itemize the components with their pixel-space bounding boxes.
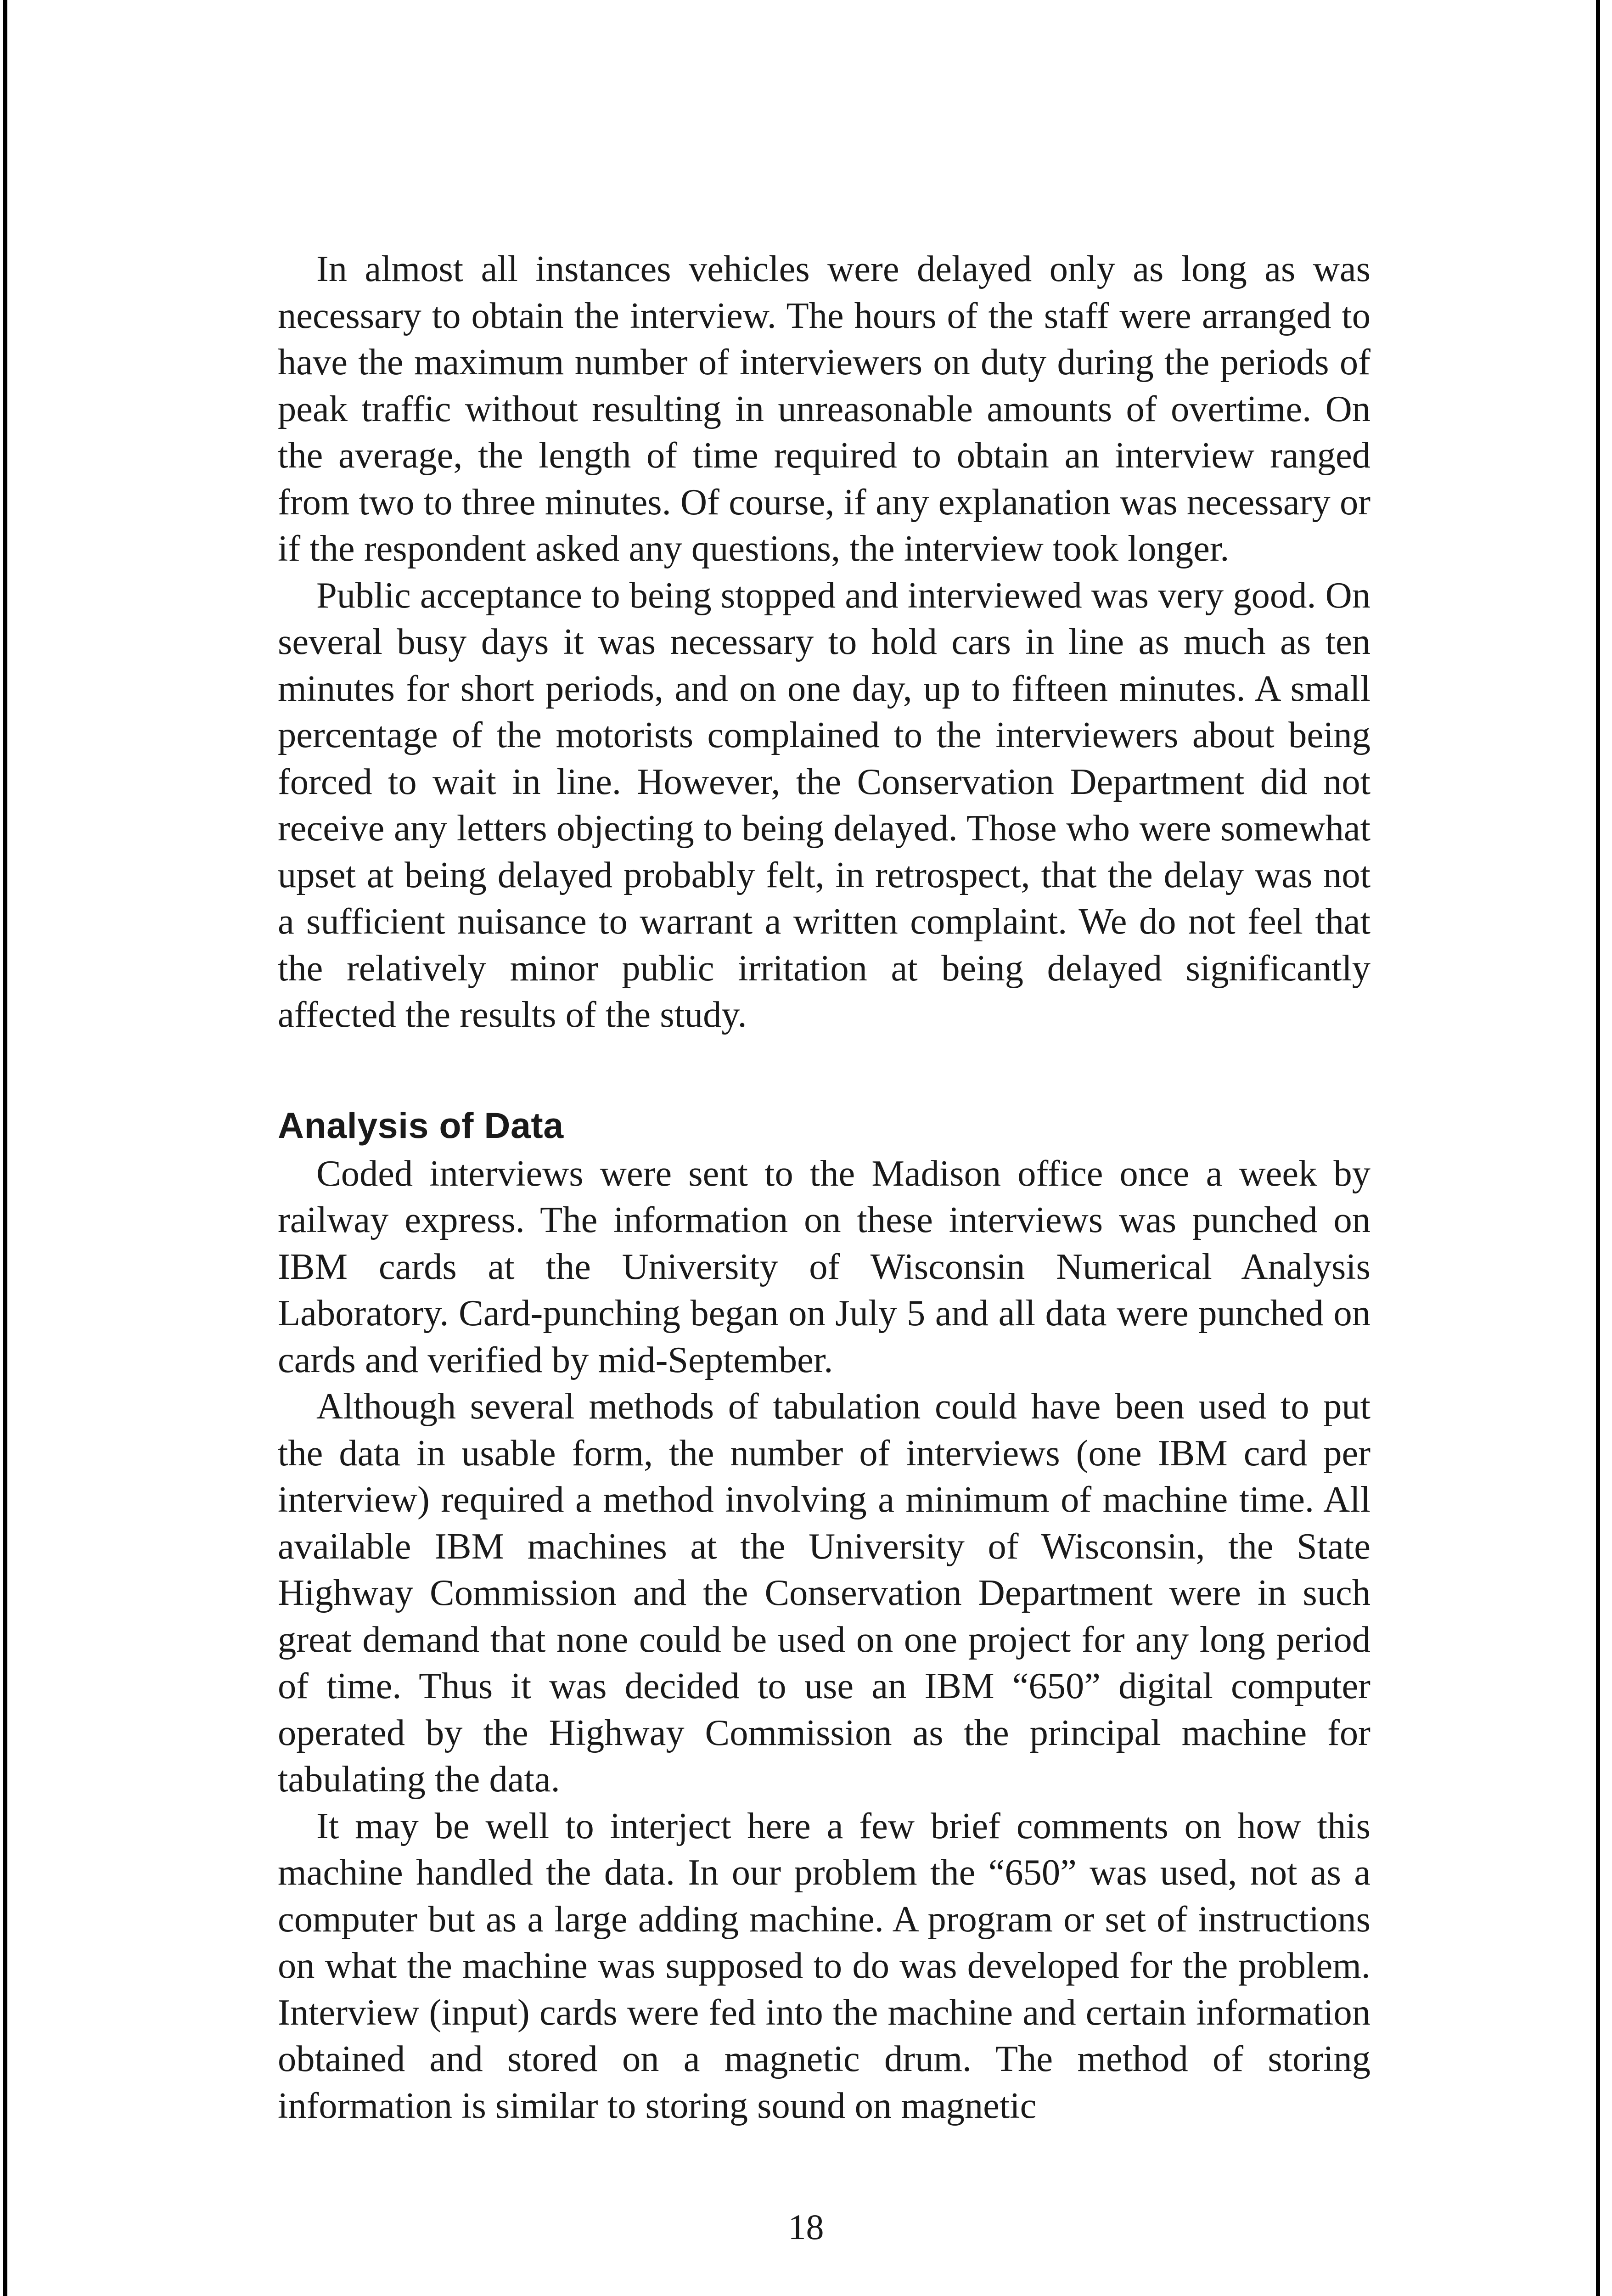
left-border-line <box>3 0 7 2296</box>
paragraph-vehicle-delays: In almost all instances vehicles were delayed only as long as was necessary to obtain the interview. The hours of the staff were arranged to have the maximum number of interviewers on duty during the periods of peak traffic without resulting in unreasonable amounts of overtime. On the average, the length of time required to obtain an interview ranged from two to three minutes. Of course, if any explanation was necessary or if the respondent asked any questions, the interview took longer. <box>278 248 1370 569</box>
page-number: 18 <box>788 2207 824 2247</box>
section-heading-analysis-of-data: Analysis of Data <box>278 1104 564 1146</box>
paragraph-coded-interviews: Coded interviews were sent to the Madison office once a week by railway express. The information on these interviews was punched on IBM cards at the University of Wisconsin Numerical Analysis Laboratory. Card-punching began on July 5 and all data were punched on cards and verified by mid-September. <box>278 1153 1370 1380</box>
text-column <box>278 246 1370 2129</box>
paragraph-public-acceptance: Public acceptance to being stopped and interviewed was very good. On several busy days it was necessary to hold cars in line as much as ten minutes for short periods, and on one day, up to fifteen minutes. A small percentage of the motorists complained to the interviewers about being forced to wait in line. However, the Conservation Department did not receive any letters objecting to being delayed. Those who were somewhat upset at being delayed probably felt, in retrospect, that the delay was not a sufficient nuisance to warrant a written complaint. We do not feel that the relatively minor public irritation at being delayed significantly affected the results of the study. <box>278 574 1370 1035</box>
paragraph-machine-handling: It may be well to interject here a few brief comments on how this machine handled the data. In our problem the “650” was used, not as a computer but as a large adding machine. A program or set of instructions on what the machine was supposed to do was developed for the problem. Interview (input) cards were fed into the machine and certain information obtained and stored on a magnetic drum. The method of storing information is similar to storing sound on magnetic <box>278 1805 1370 2126</box>
paragraph-tabulation-methods: Although several methods of tabulation could have been used to put the data in usable form, the number of interviews (one IBM card per interview) required a method involving a minimum of machine time. All available IBM machines at the University of Wisconsin, the State Highway Commission and the Conservation Department were in such great demand that none could be used on one project for any long period of time. Thus it was decided to use an IBM “650” digital computer operated by the Highway Commission as the principal machine for tabulating the data. <box>278 1386 1370 1800</box>
right-border-line <box>1596 0 1600 2296</box>
